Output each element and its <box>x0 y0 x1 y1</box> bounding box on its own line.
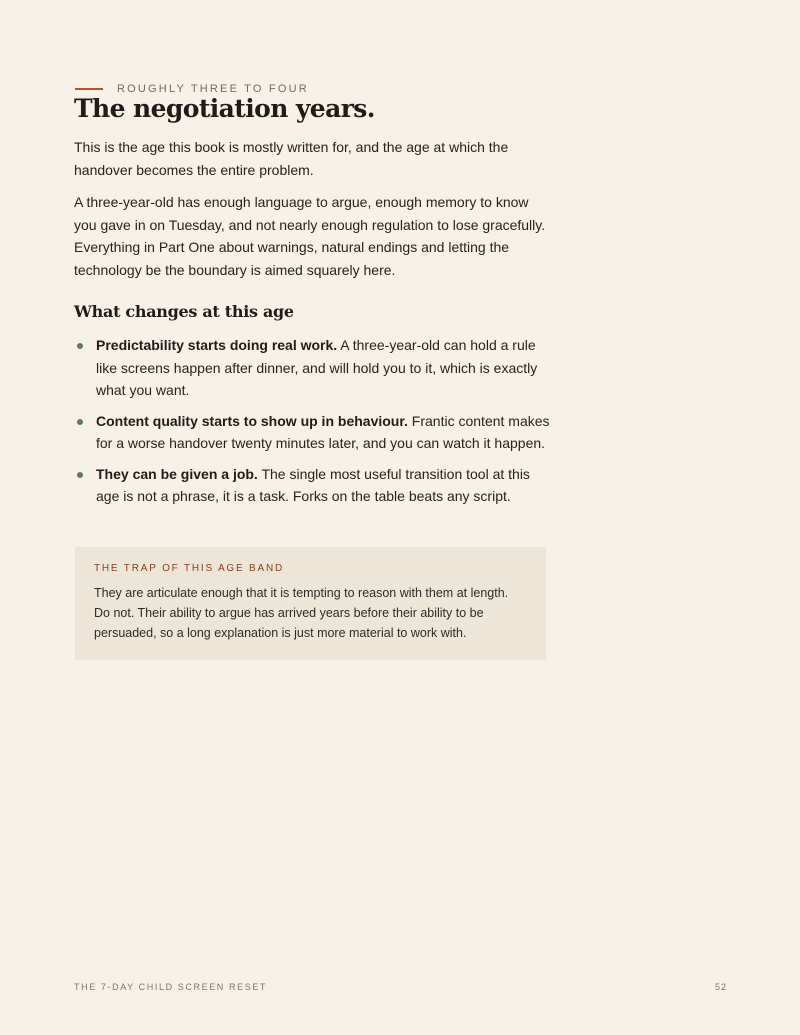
accent-rule <box>75 88 103 90</box>
page-title: The negotiation years. <box>74 94 375 123</box>
eyebrow-label: ROUGHLY THREE TO FOUR <box>117 83 309 95</box>
footer-book-title: THE 7-DAY CHILD SCREEN RESET <box>74 982 267 992</box>
list-item-lead: They can be given a job. <box>96 465 258 482</box>
bullet-dot-icon <box>77 419 83 425</box>
intro-paragraph: This is the age this book is mostly written for, and the age at which the handover becomes the entire problem. <box>74 139 509 178</box>
list-item-text: The single most useful transition tool at this age is not a phrase, it is a task. Forks on the table beats any script. <box>96 465 530 504</box>
subheading: What changes at this age <box>74 302 294 321</box>
list-item-text: Frantic content makes for a worse handover twenty minutes later, and you can watch it happen. <box>96 412 550 451</box>
callout-label: THE TRAP OF THIS AGE BAND <box>94 563 285 574</box>
callout-text: They are articulate enough that it is tempting to reason with them at length. Do not. Their ability to argue has arrived years before their ability to be persuaded, so a long explanation is just more material to work with. <box>94 586 509 640</box>
list-item <box>74 410 554 455</box>
bullet-dot-icon <box>77 343 83 349</box>
bullet-dot-icon <box>77 472 83 478</box>
callout-box <box>75 547 546 660</box>
list-item-lead: Content quality starts to show up in behaviour. <box>96 412 408 429</box>
page-number: 52 <box>714 982 727 992</box>
body-paragraph: A three-year-old has enough language to argue, enough memory to know you gave in on Tuesday, and not nearly enough regulation to lose gracefully. Everything in Part One about warnings, natural endings and letting the technology be the boundary is aimed squarely here. <box>74 194 546 278</box>
list-item <box>74 463 554 508</box>
changes-list <box>74 334 554 516</box>
list-item-lead: Predictability starts doing real work. <box>96 337 338 353</box>
list-item-text: A three-year-old can hold a rule like screens happen after dinner, and will hold you to it, which is exactly what you want. <box>96 337 538 398</box>
list-item <box>74 334 554 402</box>
